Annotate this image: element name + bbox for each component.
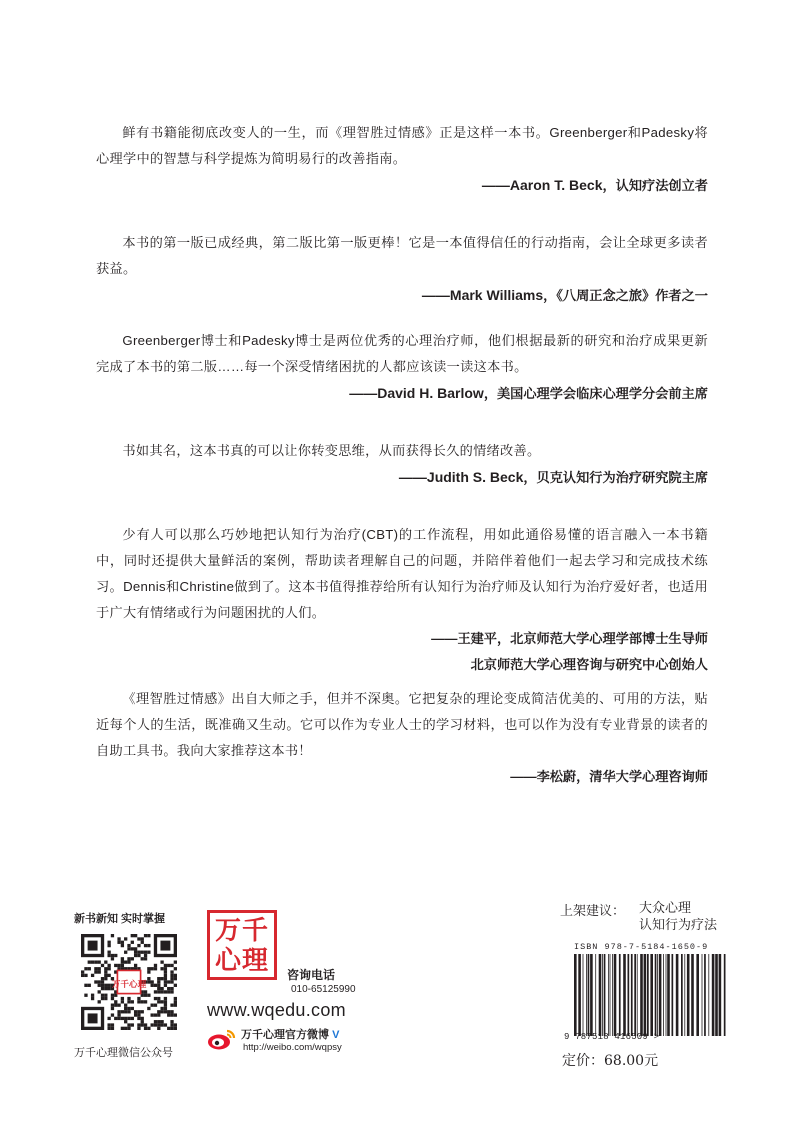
verified-badge: V xyxy=(332,1029,340,1041)
endorsement-text: 少有人可以那么巧妙地把认知行为治疗(CBT)的工作流程，用如此通俗易懂的语言融入一本书籍中，同时还提供大量鲜活的案例，帮助读者理解自己的问题，并陪伴着他们一起去学习和完成技术练习。Dennis和Christine做到了。这本书值得推荐给所有认知行为治疗师及认知行为治疗爱好者，也适用于广大有情绪或行为问题困扰的人们。 xyxy=(96,527,708,620)
endorsement-wang-jianping xyxy=(96,522,708,686)
shelf-label: 上架建议： xyxy=(560,904,626,919)
weibo-label xyxy=(241,1026,339,1042)
endorsement-text: 本书的第一版已成经典，第二版比第一版更棒！它是一本值得信任的行动指南，会让全球更多读者获益。 xyxy=(96,235,708,276)
weibo-url[interactable]: http://weibo.com/wqpsy xyxy=(243,1042,342,1053)
endorser-name: ——王建平，北京师范大学心理学部博士生导师 xyxy=(431,631,708,646)
endorsement-attribution xyxy=(96,464,708,491)
endorsement-williams xyxy=(96,230,708,328)
qr-caption-top: 新书新知 实时掌握 xyxy=(74,913,166,925)
shelf-categories xyxy=(639,900,717,934)
weibo-label-text: 万千心理官方微博 xyxy=(241,1029,329,1041)
endorsement-text: 鲜有书籍能彻底改变人的一生，而《理智胜过情感》正是这样一本书。Greenberger和Padesky将心理学中的智慧与科学提炼为简明易行的改善指南。 xyxy=(96,125,708,166)
endorsement-text: 《理智胜过情感》出自大师之手，但并不深奥。它把复杂的理论变成简洁优美的、可用的方法，贴近每个人的生活，既准确又生动。它可以作为专业人士的学习材料，也可以作为没有专业背景的读者的自助工具书。我向大家推荐这本书！ xyxy=(96,691,708,758)
logo-line-1: 万千 xyxy=(214,916,269,946)
endorser-title: ，《八周正念之旅》作者之一 xyxy=(543,288,708,303)
endorser-name: ——Aaron T. Beck xyxy=(481,177,603,193)
shelf-category-2: 认知行为疗法 xyxy=(639,918,718,933)
endorsement-attribution xyxy=(96,282,708,309)
endorser-name: ——Mark Williams xyxy=(421,287,544,303)
endorsement-attribution xyxy=(96,380,708,407)
qr-caption-bottom: 万千心理微信公众号 xyxy=(74,1047,173,1059)
publisher-brand xyxy=(207,910,407,1090)
barcode xyxy=(570,954,730,1036)
qr-code-graphic xyxy=(81,934,177,1030)
endorsement-beck xyxy=(96,120,708,230)
endorser-name: ——David H. Barlow xyxy=(349,385,484,401)
endorser-title: ，贝克认知行为治疗研究院主席 xyxy=(523,470,708,485)
publisher-logo xyxy=(207,910,277,980)
qr-code[interactable] xyxy=(81,934,177,1030)
endorsement-attribution xyxy=(96,626,708,678)
weibo-icon xyxy=(207,1028,237,1050)
isbn-text: ISBN 978-7-5184-1650-9 xyxy=(574,942,709,952)
endorsement-li-songwei xyxy=(96,686,708,790)
endorsement-judith-beck xyxy=(96,438,708,522)
barcode-digits: 9 787518 416509 > xyxy=(564,1032,660,1042)
website-link[interactable]: www.wqedu.com xyxy=(207,1000,346,1020)
endorsement-text: Greenberger博士和Padesky博士是两位优秀的心理治疗师，他们根据最新的研究和治疗成果更新完成了本书的第二版……每一个深受情绪困扰的人都应该读一读这本书。 xyxy=(96,333,708,374)
endorser-title: ，认知疗法创立者 xyxy=(602,178,708,193)
endorsement-attribution xyxy=(96,764,708,790)
back-cover-footer xyxy=(0,900,800,1129)
endorser-title: ，美国心理学会临床心理学分会前主席 xyxy=(483,386,708,401)
logo-line-2: 心理 xyxy=(214,946,269,976)
price: 定价：68.00元 xyxy=(562,1053,659,1069)
shelf-category-1: 大众心理 xyxy=(639,901,692,916)
endorsement-text: 书如其名，这本书真的可以让你转变思维，从而获得长久的情绪改善。 xyxy=(122,443,541,458)
endorsement-barlow xyxy=(96,328,708,438)
hotline-label: 咨询电话 xyxy=(287,968,336,982)
qr-badge-text: 万千心理 xyxy=(111,979,147,990)
endorsement-attribution xyxy=(96,172,708,199)
endorser-title: 北京师范大学心理咨询与研究中心创始人 xyxy=(470,657,708,672)
book-info xyxy=(560,900,740,1100)
hotline-number: 010-65125990 xyxy=(291,984,356,995)
endorser-name: ——Judith S. Beck xyxy=(398,469,524,485)
endorsements xyxy=(96,120,708,790)
wechat-qr-block xyxy=(74,910,184,1060)
endorser-name: ——李松蔚，清华大学心理咨询师 xyxy=(510,769,708,784)
